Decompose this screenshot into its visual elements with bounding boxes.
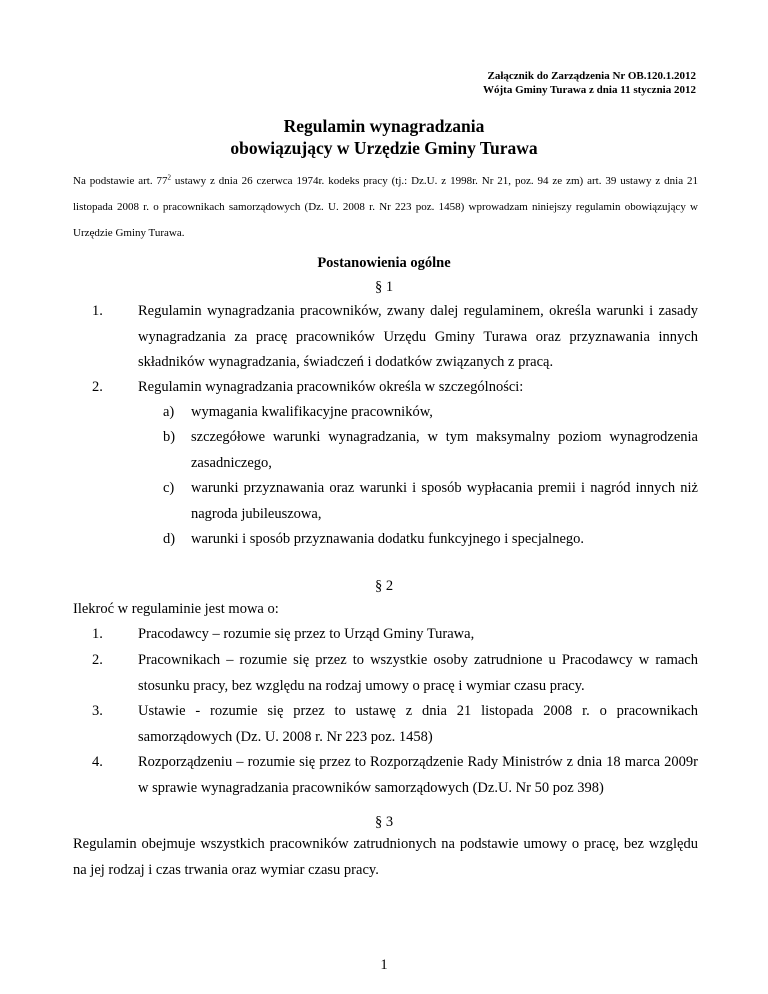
subitem-letter: d) (163, 531, 176, 547)
subitem-text: warunki i sposób przyznawania dodatku funkcyjnego i specjalnego. (191, 531, 585, 547)
title-line-2: obowiązujący w Urzędzie Gminy Turawa (230, 138, 538, 158)
subitem-text: wymagania kwalifikacyjne pracowników, (191, 404, 433, 420)
list-item (73, 750, 698, 801)
section3-text: Regulamin obejmuje wszystkich pracowników zatrudnionych na podstawie umowy o pracę, bez względu na jej rodzaj i czas trwania oraz wymiar czasu pracy. (73, 836, 698, 878)
annex-reference (483, 69, 696, 97)
annex-line-2: Wójta Gminy Turawa z dnia 11 stycznia 2012 (483, 84, 696, 96)
item-text: Pracodawcy – rozumie się przez to Urząd Gminy Turawa, (138, 626, 475, 642)
intro-paragraph (73, 168, 698, 246)
item-text: Rozporządzeniu – rozumie się przez to Rozporządzenie Rady Ministrów z dnia 18 marca 2009r w sprawie wynagradzania pracowników samorządowych (Dz.U. Nr 50 poz 398) (138, 754, 698, 796)
item-text: Regulamin wynagradzania pracowników, zwany dalej regulaminem, określa warunki i zasady wynagradzania za pracę pracowników Urzędu Gminy Turawa oraz przyznawania innych składników wynagradzania, świadczeń i dodatków związanych z pracą. (138, 303, 698, 370)
item-number: 4. (92, 754, 103, 770)
item-text: Ustawie - rozumie się przez to ustawę z dnia 21 listopada 2008 r. o pracownikach samorządowych (Dz. U. 2008 r. Nr 223 poz. 1458) (138, 703, 698, 745)
intro-part-1: Na podstawie art. 77 (73, 175, 168, 187)
list-item (73, 648, 698, 699)
subitem-letter: a) (163, 404, 175, 420)
list-item (73, 299, 698, 376)
paragraph-mark-2: § 2 (374, 578, 394, 594)
document-title (0, 115, 768, 159)
item-number: 1. (92, 303, 103, 319)
item-text: Pracownikach – rozumie się przez to wszystkie osoby zatrudnione u Pracodawcy w ramach stosunku pracy, bez względu na rodzaj umowy o pracę i wymiar czasu pracy. (138, 652, 698, 694)
subitem-letter: b) (163, 429, 176, 445)
subitem-text: szczegółowe warunki wynagradzania, w tym maksymalny poziom wynagrodzenia zasadniczego, (191, 429, 698, 471)
intro-part-2: ustawy z dnia 26 czerwca 1974r. kodeks pracy (tj.: Dz.U. z 1998r. Nr 21, poz. 94 ze zm) art. 39 ustawy z dnia 21 listopada 2008 r. o pracownikach samorządowych (Dz. U. 2008 r. Nr 223 poz. 1458) wprowadzam niniejszy regulamin obowiązujący w Urzędzie Gminy Turawa. (73, 175, 698, 239)
list-item (73, 622, 698, 648)
item-number: 2. (92, 652, 103, 668)
subitem-letter: c) (163, 480, 175, 496)
section-heading-general: Postanowienia ogólne (317, 255, 451, 271)
sub-list-item (163, 476, 698, 527)
item-number: 1. (92, 626, 103, 642)
list-item (73, 375, 698, 401)
title-line-1: Regulamin wynagradzania (283, 116, 485, 136)
item-number: 3. (92, 703, 103, 719)
sub-list-item (163, 400, 698, 426)
list-item (73, 699, 698, 750)
intro-superscript: 2 (167, 173, 172, 182)
item-text: Regulamin wynagradzania pracowników określa w szczególności: (138, 379, 524, 395)
annex-line-1: Załącznik do Zarządzenia Nr OB.120.1.2012 (487, 70, 696, 82)
paragraph-mark-1: § 1 (374, 279, 394, 295)
item-number: 2. (92, 379, 103, 395)
sub-list-item (163, 527, 698, 553)
subitem-text: warunki przyznawania oraz warunki i sposób wypłacania premii i nagród innych niż nagroda jubileuszowa, (191, 480, 698, 522)
sub-list-item (163, 425, 698, 476)
paragraph-mark-3: § 3 (374, 814, 394, 830)
section2-lead: Ilekroć w regulaminie jest mowa o: (73, 601, 279, 617)
page-number: 1 (380, 957, 388, 973)
